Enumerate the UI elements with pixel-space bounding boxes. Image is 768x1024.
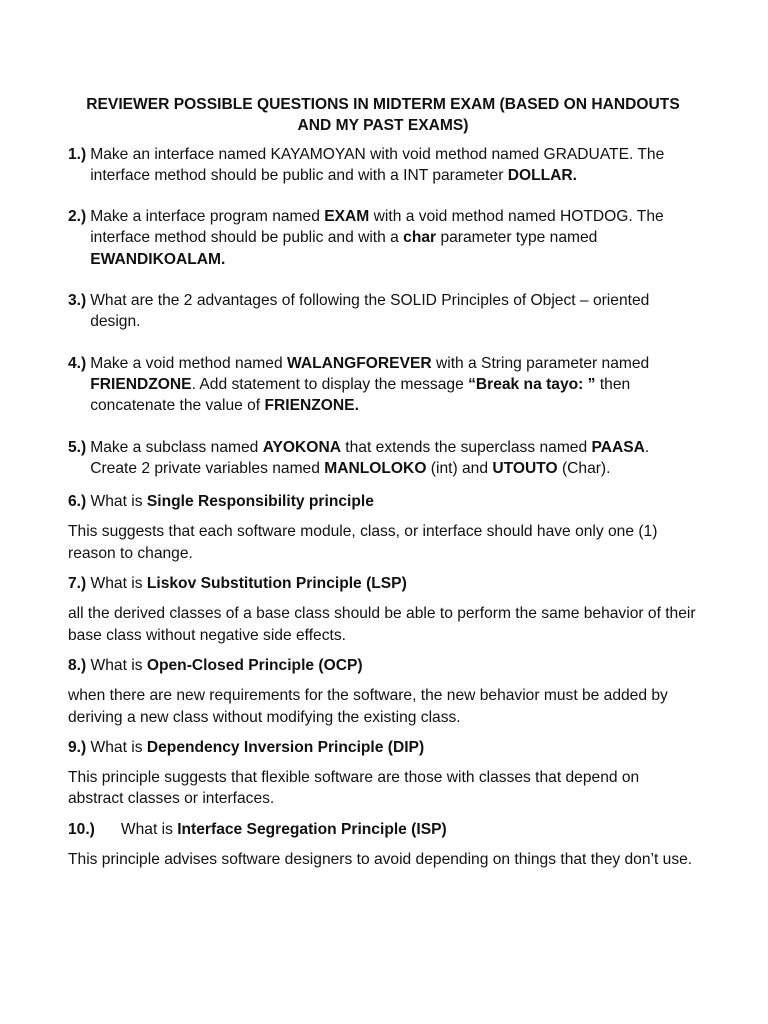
question-1-bold-dollar: DOLLAR. [507,166,578,184]
question-10-number: 10.) [68,820,95,838]
question-10-term: Interface Segregation Principle (ISP) [177,820,447,838]
question-8 [68,655,698,676]
question-1 [68,144,698,187]
question-4-bold-param: FRIENDZONE [90,375,192,393]
question-5-text-part-2: that extends the superclass named [340,438,592,456]
question-2-text-part-2: with a void method named HOTDOG. The interface method should be public and with a [90,208,664,247]
question-4-bold-value: FRIENZONE. [264,397,359,415]
question-5-text-part-3: . Create 2 private variables named [90,438,650,477]
question-4-number: 4.) [68,354,87,372]
question-5-text-part-4: (int) and [426,459,493,477]
question-9-number: 9.) [68,738,87,756]
question-4-text-part-1: Make a void method named [90,354,287,372]
question-6-prefix: What is [86,493,147,511]
question-5-bold-superclass: PAASA [591,438,645,456]
question-1-text [90,144,698,187]
question-2-bold-param: EWANDIKOALAM. [90,250,226,268]
question-6-number: 6.) [68,493,87,511]
question-3-number: 3.) [68,292,87,310]
question-7 [68,573,698,594]
question-5-bold-var-2: UTOUTO [492,459,558,477]
question-8-prefix: What is [86,656,147,674]
question-2 [68,206,698,270]
question-5 [68,437,698,480]
question-9 [68,737,698,758]
question-8-number: 8.) [68,656,87,674]
question-6-term: Single Responsibility principle [146,493,374,511]
question-4-text-part-3: . Add statement to display the message [191,375,469,393]
question-4-bold-message: “Break na tayo: ” [468,375,596,393]
question-2-text [90,206,698,270]
question-2-number: 2.) [68,208,87,226]
question-4-bold-method: WALANGFOREVER [286,354,432,372]
question-2-bold-char: char [403,229,437,247]
question-3-text: What are the 2 advantages of following the SOLID Principles of Object – oriented design. [90,292,650,331]
answer-7: all the derived classes of a base class should be able to perform the same behavior of their base class without negative side effects. [68,605,696,644]
question-3 [68,290,698,333]
question-7-number: 7.) [68,575,87,593]
question-5-text-part-5: (Char). [557,459,611,477]
document-title: REVIEWER POSSIBLE QUESTIONS IN MIDTERM EXAM (BASED ON HANDOUTS AND MY PAST EXAMS) [86,96,680,135]
question-10-prefix: What is [120,820,178,838]
question-9-prefix: What is [86,738,147,756]
question-7-term: Liskov Substitution Principle (LSP) [146,575,407,593]
question-4-text-part-2: with a String parameter named [431,354,650,372]
question-2-text-part-3: parameter type named [436,229,598,247]
question-1-number: 1.) [68,145,87,163]
answer-8: when there are new requirements for the software, the new behavior must be added by deriving a new class without modifying the existing class. [68,687,668,726]
question-7-prefix: What is [86,575,147,593]
question-5-bold-var-1: MANLOLOKO [324,459,427,477]
question-4-text [90,353,698,417]
question-5-bold-subclass: AYOKONA [262,438,341,456]
answer-6: This suggests that each software module, class, or interface should have only one (1) reason to change. [68,523,658,562]
question-4-text-part-4: then concatenate the value of [90,375,631,415]
question-2-text-part-1: Make a interface program named [90,208,325,226]
question-5-number: 5.) [68,438,87,456]
question-2-bold-exam: EXAM [324,208,370,226]
question-5-text [90,437,698,480]
question-1-text-part: Make an interface named KAYAMOYAN with void method named GRADUATE. The interface method should be public and with a INT parameter [90,145,665,184]
question-10 [68,819,698,840]
answer-9: This principle suggests that flexible software are those with classes that depend on abstract classes or interfaces. [68,769,640,808]
question-5-text-part-1: Make a subclass named [90,438,263,456]
question-4 [68,353,698,417]
question-6 [68,491,698,512]
question-8-term: Open-Closed Principle (OCP) [146,656,363,674]
question-9-term: Dependency Inversion Principle (DIP) [146,738,425,756]
answer-10: This principle advises software designers to avoid depending on things that they don’t use. [68,851,693,869]
